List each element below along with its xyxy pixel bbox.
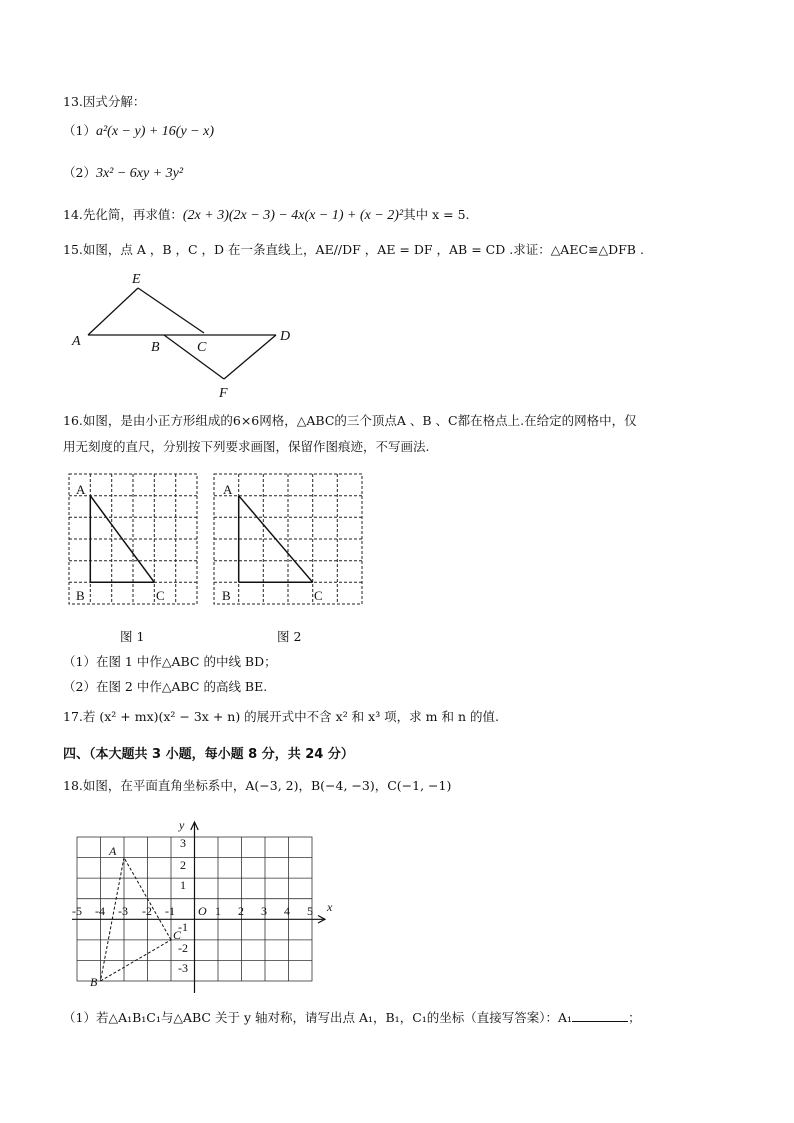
q18-y-tick: 3 <box>180 836 186 850</box>
q18-y-tick: -3 <box>178 961 188 975</box>
q16-part2: （2）在图 2 中作△ABC 的高线 BE. <box>63 679 268 694</box>
q16-line2: 用无刻度的直尺，分别按下列要求画图，保留作图痕迹，不写画法. <box>63 439 430 454</box>
q15-label-b: B <box>151 340 160 355</box>
q16-fig2-label-c: C <box>314 588 323 603</box>
q16-grid-figure-1 <box>67 472 201 608</box>
q18-x-tick: -4 <box>95 904 105 918</box>
q18-x-tick: 3 <box>261 904 267 918</box>
q18-y-tick: 2 <box>180 858 186 872</box>
q15-label-c: C <box>197 340 207 355</box>
q15-text-b: AE//DF ，AE = DF ，AB = CD .求证：△AEC≌△DFB . <box>315 242 644 257</box>
q18-part1 <box>63 1008 641 1026</box>
q16-grid-figure-2 <box>212 472 366 608</box>
q15-label-d: D <box>280 329 291 344</box>
q15-text-a: 15.如图，点 A ，B ，C ，D 在一条直线上， <box>63 242 316 257</box>
q13-part2-label: （2） <box>63 165 96 180</box>
q18-a1-answer-blank[interactable] <box>572 1009 628 1022</box>
q18-y-tick: 1 <box>180 878 186 892</box>
section4-heading: 四、（本大题共 3 小题，每小题 8 分，共 24 分） <box>63 747 354 762</box>
q18-point-a-label: A <box>109 844 117 858</box>
q18-x-tick: 1 <box>215 904 221 918</box>
q14-suffix: 其中 x = 5. <box>403 207 470 222</box>
q15-figure <box>60 265 310 405</box>
q18-x-tick: -1 <box>165 904 175 918</box>
q18-part1-text: （1）若△A₁B₁C₁与△ABC 关于 y 轴对称，请写出点 A₁，B₁，C₁的坐标（直接写答案）：A₁ <box>63 1010 573 1025</box>
q16-caption-2: 图 2 <box>277 629 302 644</box>
q15-text <box>63 240 644 258</box>
q16-fig1-label-b: B <box>76 588 85 603</box>
q13-part1-expr: a²(x − y) + 16(y − x) <box>95 124 214 139</box>
q18-coordinate-figure <box>72 815 342 993</box>
q18-origin-label: O <box>198 904 207 918</box>
q16-fig1-label-c: C <box>156 588 165 603</box>
q14-text <box>63 205 470 224</box>
q18-x-tick: 5 <box>307 904 313 918</box>
q13-part2-expr: 3x² − 6xy + 3y² <box>95 166 184 181</box>
q15-label-f: F <box>219 386 228 401</box>
q18-axis-y-label: y <box>179 818 185 832</box>
q13-part1 <box>63 121 214 140</box>
q18-point-b-label: B <box>90 975 98 989</box>
q14-prefix: 14.先化简，再求值： <box>63 207 183 222</box>
q16-caption-1: 图 1 <box>120 629 145 644</box>
q17-text: 17.若 (x² + mx)(x² − 3x + n) 的展开式中不含 x² 和 x³ 项，求 m 和 n 的值. <box>63 709 499 724</box>
q18-x-tick: 2 <box>238 904 244 918</box>
q18-x-tick: 4 <box>284 904 290 918</box>
q16-fig2-label-b: B <box>222 588 231 603</box>
q18-y-tick: -2 <box>178 941 188 955</box>
q16-line1: 16.如图，是由小正方形组成的6×6网格，△ABC的三个顶点A 、B 、C都在格点上.在给定的网格中，仅 <box>63 413 637 428</box>
q13-part1-label: （1） <box>63 123 96 138</box>
q18-x-tick: -3 <box>118 904 128 918</box>
q18-text: 18.如图，在平面直角坐标系中，A(−3, 2)，B(−4, −3)，C(−1, −1) <box>63 778 452 793</box>
q16-fig1-label-a: A <box>76 482 86 497</box>
q15-label-e: E <box>132 272 141 287</box>
q18-x-tick: -5 <box>72 904 82 918</box>
q16-part1: （1）在图 1 中作△ABC 的中线 BD； <box>63 654 277 669</box>
q13-part2 <box>63 163 183 182</box>
q18-y-tick: -1 <box>178 920 188 934</box>
q18-part1-end: ； <box>628 1010 641 1025</box>
q18-point-c-label: C <box>173 928 182 942</box>
q18-x-tick: -2 <box>142 904 152 918</box>
q18-axis-x-label: x <box>327 900 333 914</box>
q15-label-a: A <box>72 334 81 349</box>
q14-expr: (2x + 3)(2x − 3) − 4x(x − 1) + (x − 2)² <box>182 208 404 223</box>
q16-fig2-label-a: A <box>223 482 233 497</box>
q13-title: 13.因式分解： <box>63 94 146 109</box>
